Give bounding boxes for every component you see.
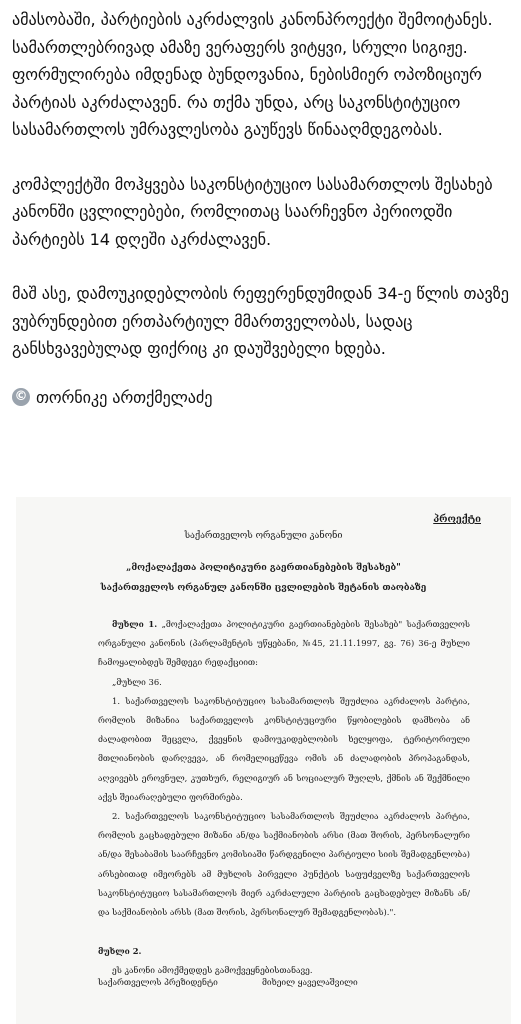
- clause-1: 1. საქართველოს საკონსტიტუციო სასამართლოს შეუძლია აკრძალოს პარტია, რომლის მიზანია საქართველოს კონსტიტუციური წყობილების დამხობა ან ძალადობით შეცვლა, ქვეყნის დამოუკიდებლობის ხელყოფა, ტერიტორიული მთლიანობის დარღვევა, ან რომელიცეწევა ომის ან ძალადობის პროპაგანდას, აღვივებს ეროვნულ, კუთხურ, რელიგიურ ან სოციალურ შუღლს, ქმნის ან შექმნილი აქვს შეიარაღებული ფორმირება.: [98, 695, 470, 802]
- document-header: საქართველოს ორგანული კანონი: [184, 531, 343, 541]
- signature-title: საქართველოს პრეზიდენტი: [98, 977, 218, 987]
- signature-name: მიხეილ ყაველაშვილი: [262, 977, 358, 987]
- post-paragraph-1: ამასობაში, პარტიების აკრძალვის კანონპროექტი შემოიტანეს. სამართლებრივად ამაზე ვერაფერს ვიტყვი, სრული სიგიჟე. ფორმულირება იმდენად ბუნდოვანია, ნებისმიერ ოპოზიციურ პარტიას აკრძალავენ. რა თქმა უნდა, არც საკონსტიტუციო სასამართლოს უმრავლესობა გაუწევს წინააღმდეგობას.: [12, 10, 493, 139]
- project-label: პროექტი: [433, 514, 481, 525]
- post-paragraph-3: მაშ ასე, დამოუკიდებლობის რეფერენდუმიდან 34-ე წლის თავზე ვუბრუნდებით ერთპარტიულ მმართველობას, სადაც განსხვავებულად ფიქრიც კი დაუშვებელი ხდება.: [12, 284, 509, 358]
- clause-2: 2. საქართველოს საკონსტიტუციო სასამართლოს შეუძლია აკრძალოს პარტია, რომლის გაცხადებული მიზანი ან/და საქმიანობის არსი (მათ შორის, პერსონალური ან/და შესაბამის საარჩევნო კომისიაში წარდგენილი პარტიული სიის შემადგენლობა) არსებითად იმეორებს ამ მუხლის პირველი პუნქტის საფუძველზე საქართველოს საკონსტიტუციო სასამართლოს მიერ აკრძალული პარტიის გაცხადებულ მიზანს ან/და საქმიანობის არსს (მათ შორის, პერსონალურ შემადგენლობას).".: [98, 811, 470, 918]
- article-2-label: მუხლი 2.: [98, 946, 142, 957]
- document-title-line-1: „მოქალაქეთა პოლიტიკური გაერთიანებების შესახებ": [126, 563, 401, 573]
- document-body: [98, 615, 470, 981]
- article-2-text: ეს კანონი ამოქმედდეს გამოქვეყნებისთანავე.: [112, 965, 313, 976]
- document-image[interactable]: [16, 497, 511, 1024]
- post-paragraph-2: კომპლექტში მოჰყვება საკონსტიტუციო სასამართლოს შესახებ კანონში ცვლილებები, რომლითაც საარჩევნო პერიოდში პარტიებს 14 დღეში აკრძალავენ.: [12, 174, 493, 249]
- article-1: [98, 615, 470, 673]
- article-36-label: „მუხლი 36.: [112, 676, 162, 687]
- article-1-label: მუხლი 1.: [112, 619, 158, 629]
- article-1-text: „მოქალაქეთა პოლიტიკური გაერთიანებების შესახებ" საქართველოს ორგანული კანონის (პარლამენტის უწყებანი, №45, 21.11.1997, გვ. 76) 36-ე მუხლი ჩამოყალიბდეს შემდეგი რედაქციით:: [98, 619, 471, 668]
- post-credit: [12, 384, 512, 412]
- copyright-icon: ©: [12, 388, 30, 406]
- post-author: თორნიკე ართქმელაძე: [36, 387, 213, 407]
- post-body: [12, 6, 512, 411]
- document-title-line-2: საქართველოს ორგანულ კანონში ცვლილების შეტანის თაობაზე: [100, 583, 427, 593]
